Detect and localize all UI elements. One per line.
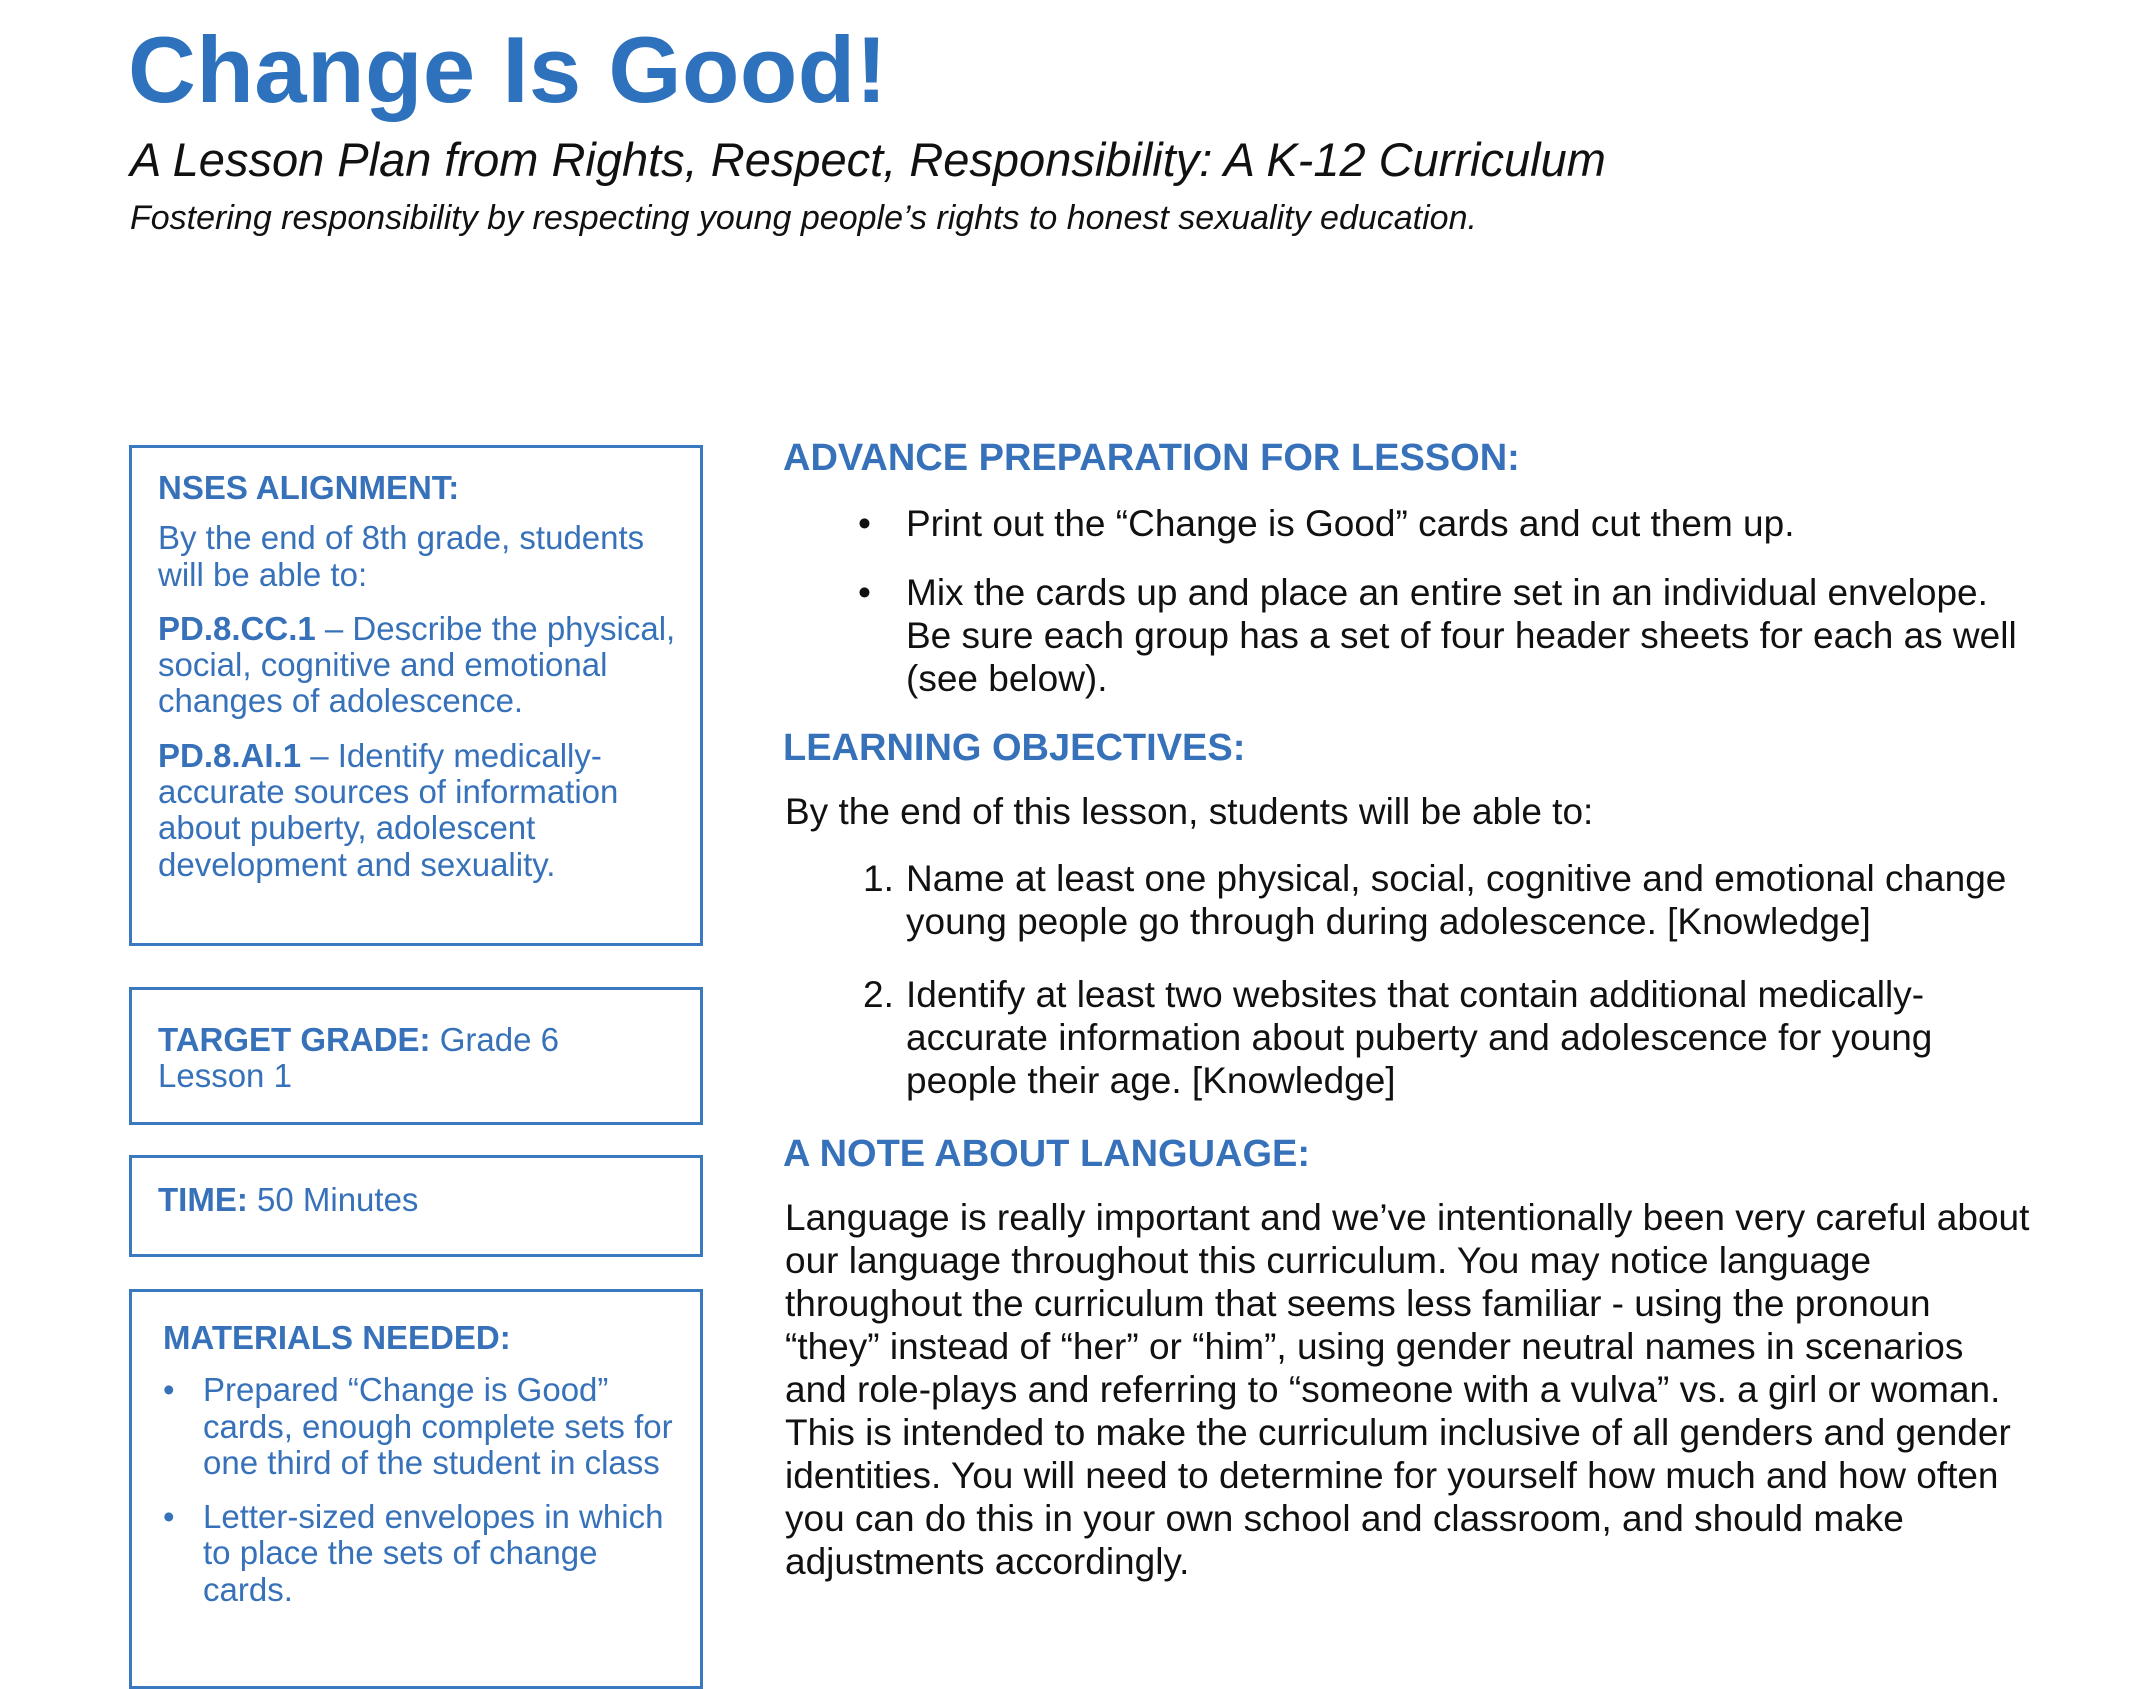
page-subtitle: A Lesson Plan from Rights, Respect, Responsibility: A K-12 Curriculum: [130, 133, 1606, 186]
time-value: 50 Minutes: [247, 1181, 419, 1218]
advance-prep-list: [783, 502, 2033, 700]
objectives-heading: LEARNING OBJECTIVES:: [783, 726, 1246, 769]
materials-item: • Prepared “Change is Good” cards, enough complete sets for one third of the student in class: [163, 1372, 676, 1481]
nses-intro: By the end of 8th grade, students will be able to:: [158, 519, 645, 593]
main-content: [783, 436, 2033, 1584]
language-note-text: Language is really important and we’ve intentionally been very careful about our language throughout this curriculum. You may notice language throughout the curriculum that seems less familiar - using the pronoun “they” instead of “her” or “him”, using gender neutral names in scenarios and role-plays and referring to “someone with a vulva” vs. a girl or woman. This is intended to make the curriculum inclusive of all genders and gender identities. You will need to determine for yourself how much and how often you can do this in your own school and classroom, and should make adjustments accordingly.: [785, 1196, 2030, 1583]
time-box: [129, 1155, 703, 1257]
target-grade-value: Grade 6: [430, 1021, 559, 1058]
objective-item: [783, 973, 2033, 1102]
language-note-heading: A NOTE ABOUT LANGUAGE:: [783, 1133, 1311, 1176]
advance-prep-heading: ADVANCE PREPARATION FOR LESSON:: [783, 437, 1520, 479]
advance-prep-item: • Print out the “Change is Good” cards and cut them up.: [783, 502, 2033, 545]
nses-standard: [158, 738, 676, 883]
standard-code: PD.8.CC.1: [158, 609, 316, 647]
objective-number: 1.: [863, 857, 894, 899]
time-label: TIME:: [158, 1181, 248, 1218]
objective-text: Name at least one physical, social, cognitive and emotional change young people go through during adolescence. [Knowledge]: [906, 857, 2007, 942]
nses-heading: NSES ALIGNMENT:: [158, 469, 460, 506]
materials-list: [163, 1372, 676, 1608]
objective-item: [783, 857, 2033, 943]
materials-item: • Letter-sized envelopes in which to place the sets of change cards.: [163, 1499, 676, 1608]
target-grade-label: TARGET GRADE:: [158, 1021, 431, 1058]
lesson-number: Lesson 1: [158, 1057, 292, 1095]
materials-box: [129, 1289, 703, 1689]
materials-heading: MATERIALS NEEDED:: [163, 1319, 511, 1356]
standard-text: – Describe the physical, social, cognitive and emotional changes of adolescence.: [158, 609, 676, 720]
page-title: Change Is Good!: [128, 17, 888, 122]
standard-text: – Identify medically-accurate sources of information about puberty, adolescent development and sexuality.: [158, 736, 619, 883]
advance-prep-item: • Mix the cards up and place an entire set in an individual envelope. Be sure each group has a set of four header sheets for each as well (see below).: [783, 571, 2033, 700]
nses-alignment-box: [129, 445, 703, 946]
objective-text: Identify at least two websites that contain additional medically-accurate information about puberty and adolescence for young people their age. [Knowledge]: [906, 973, 1933, 1102]
objectives-list: [783, 857, 2033, 1102]
objective-number: 2.: [863, 973, 894, 1015]
target-grade-box: [129, 987, 703, 1125]
nses-standard: [158, 611, 676, 720]
page-tagline: Fostering responsibility by respecting young people’s rights to honest sexuality education.: [130, 199, 1477, 237]
standard-code: PD.8.AI.1: [158, 736, 302, 774]
objectives-intro: By the end of this lesson, students will be able to:: [785, 790, 1594, 832]
